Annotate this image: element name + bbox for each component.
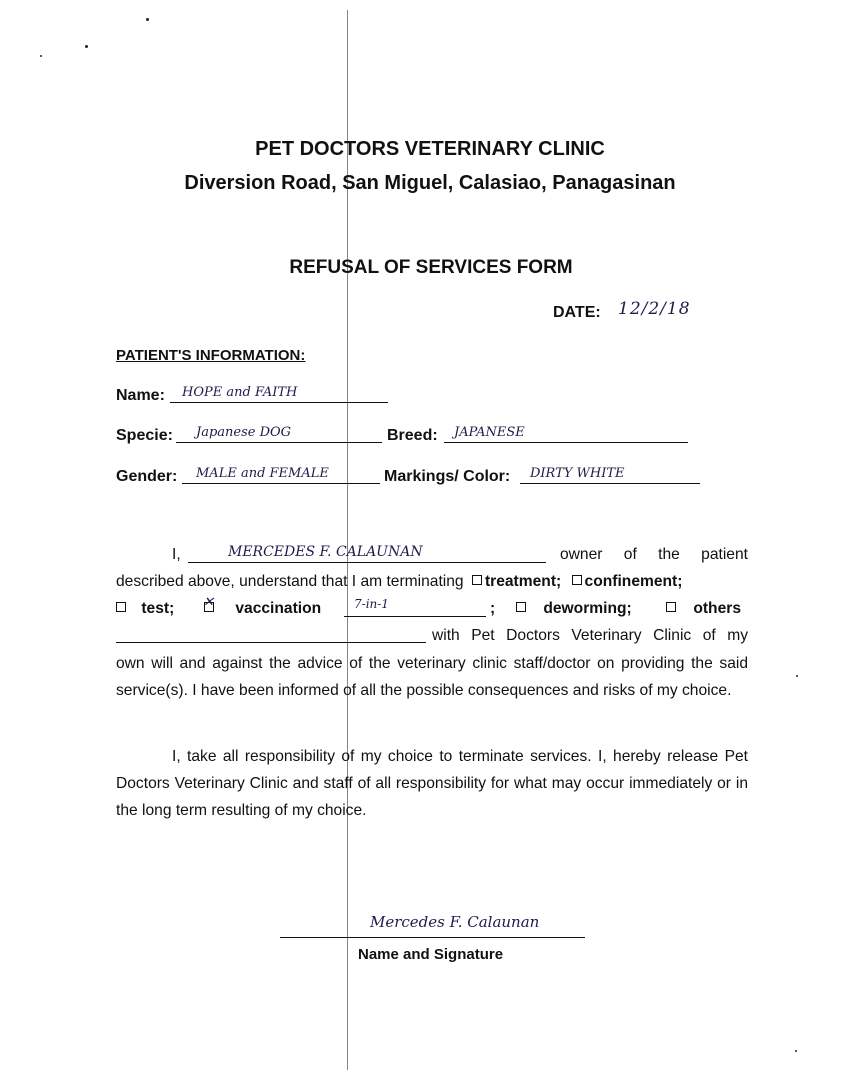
form-title: REFUSAL OF SERVICES FORM [289,257,573,278]
checkbox-test[interactable] [116,602,126,612]
owner-name-value: MERCEDES F. CALAUNAN [228,544,423,560]
option-test: test; [141,600,175,617]
semicolon: ; [490,600,496,617]
checkbox-others[interactable] [666,602,676,612]
vaccination-detail-field [344,598,486,617]
patient-info-heading: PATIENT'S INFORMATION: [116,347,306,364]
checkbox-deworming[interactable] [516,602,526,612]
clinic-name: PET DOCTORS VETERINARY CLINIC [255,138,605,160]
date-value: 12/2/18 [618,299,691,319]
breed-value: JAPANESE [454,425,525,440]
checkbox-confinement[interactable] [572,575,582,585]
name-label: Name: [116,387,165,404]
specie-value: Japanese DOG [196,425,292,440]
others-group [666,600,741,618]
gender-value: MALE and FEMALE [196,466,329,481]
statement-paragraph-1: own will and against the advice of the veterinary clinic staff/doctor on providing the said service(s). I have been informed of all the possible consequences and risks of my choice. [116,655,748,699]
option-vaccination: vaccination [235,600,322,617]
i-label: I, [172,546,181,563]
clinic-address: Diversion Road, San Miguel, Calasiao, Panagasinan [184,172,676,194]
option-deworming: deworming; [543,600,632,617]
others-detail-field [116,624,426,643]
scan-speck [40,55,42,57]
breed-label: Breed: [387,427,438,444]
option-treatment: treatment; [484,573,562,590]
markings-value: DIRTY WHITE [530,466,625,481]
checkbox-treatment[interactable] [472,575,482,585]
gender-field [182,466,380,484]
scan-speck [795,1050,797,1052]
handwritten-signature: Mercedes F. Calaunan [370,913,540,931]
check-mark: ✕ [203,595,214,610]
checkbox-vaccination[interactable] [203,595,214,612]
option-others: others [693,600,742,617]
statement-line2 [116,573,682,591]
name-value: HOPE and FAITH [182,385,298,400]
specie-label: Specie: [116,427,173,444]
terminating-text: described above, understand that I am terminating [116,573,464,590]
name-field [170,385,388,403]
markings-label: Markings/ Color: [384,468,511,485]
scan-speck [146,18,149,21]
date-label: DATE: [553,304,601,321]
owner-text: owner of the patient [560,546,748,563]
breed-field [444,425,688,443]
statement-line4: with Pet Doctors Veterinary Clinic of my [432,627,748,644]
owner-name-field [188,544,546,563]
vaccination-group [203,595,322,618]
statement-paragraph-2: I, take all responsibility of my choice to terminate services. I, hereby release Pet Doctors Veterinary Clinic and staff of all responsibility for what may occur immediately or in the long term resulting of my choice. [116,748,748,819]
gender-label: Gender: [116,468,178,485]
option-confinement: confinement; [584,573,683,590]
specie-field [176,425,382,443]
vaccination-detail: 7-in-1 [354,597,389,611]
scan-speck [796,675,798,677]
fold-line [347,10,348,1070]
scan-speck [85,45,88,48]
signature-label: Name and Signature [358,946,504,963]
markings-field [520,466,700,484]
signature-line [280,937,585,938]
deworming-group [516,600,632,618]
statement-line3 [116,600,174,618]
